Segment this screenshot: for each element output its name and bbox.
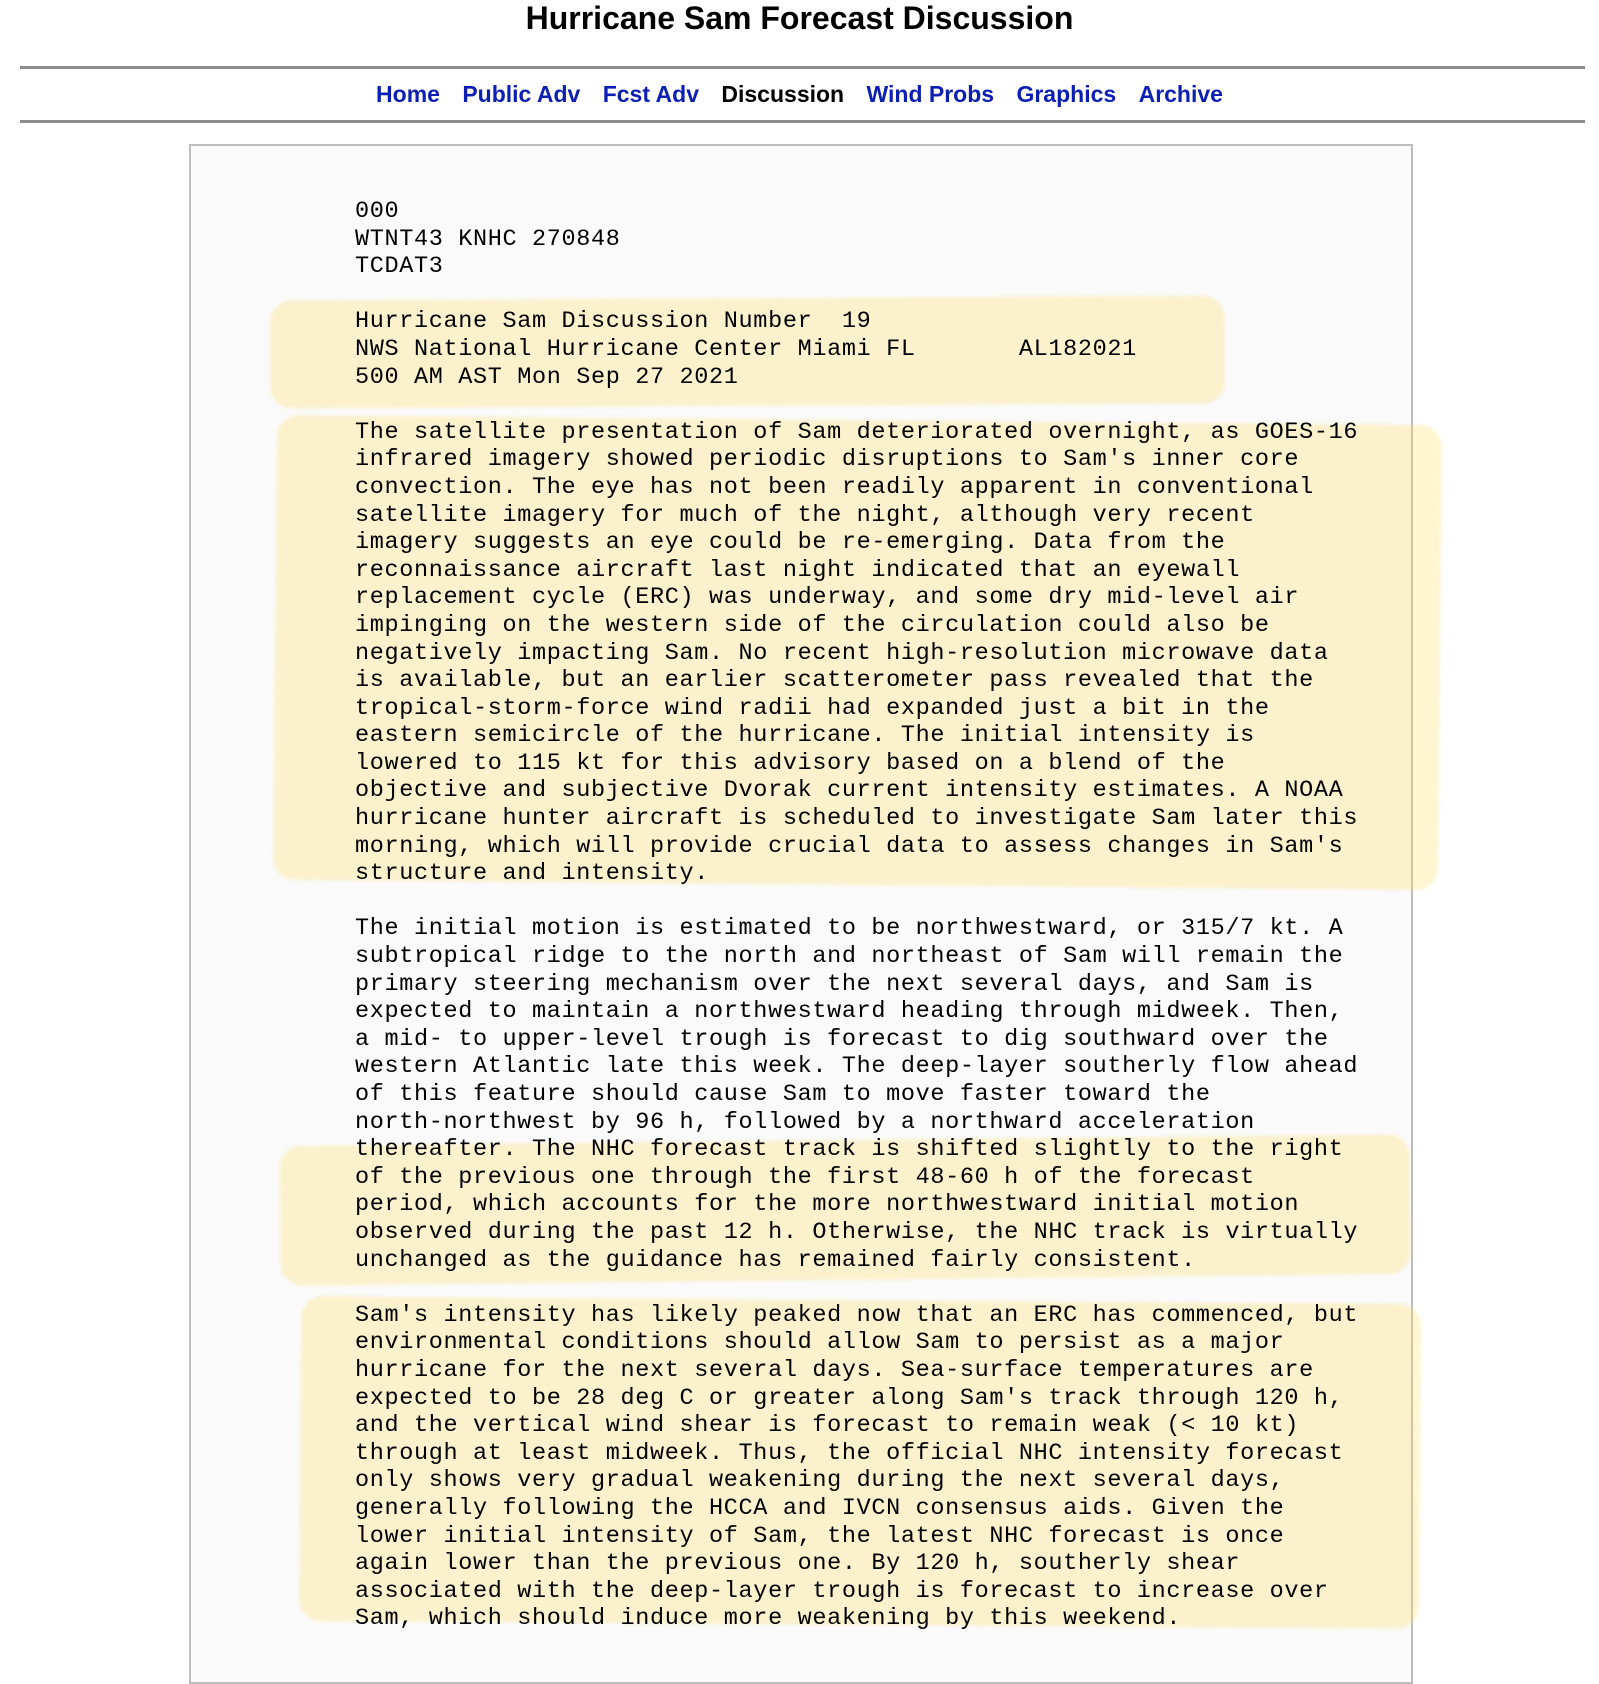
header-divider-top xyxy=(20,66,1585,69)
nav-link-graphics[interactable]: Graphics xyxy=(1016,81,1117,107)
header-divider-bottom xyxy=(20,120,1585,123)
nav-link-public-adv[interactable]: Public Adv xyxy=(462,81,581,107)
nav-link-wind-probs[interactable]: Wind Probs xyxy=(866,81,995,107)
discussion-text: 000 WTNT43 KNHC 270848 TCDAT3 Hurricane Sam Discussion Number 19 NWS National Hurricane Center Miami FL AL182021 500 AM AST Mon Sep 27 2021 The satellite presentation of Sam deteriorated overnight, as GOES-16 infrared imagery showed periodic disruptions to Sam's inner core convection. The eye has not been readily apparent in conventional satellite imagery for much of the night, although very recent imagery suggests an eye could be re-emerging. Data from the reconnaissance aircraft last night indicated that an eyewall replacement cycle (ERC) was underway, and some dry mid-level air impinging on the western side of the circulation could also be negatively impacting Sam. No recent high-resolution microwave data is available, but an earlier scatterometer pass revealed that the tropical-storm-force wind radii had expanded just a bit in the eastern semicircle of the hurricane. The initial intensity is lowered to 115 kt for this advisory based on a blend of the objective and subjective Dvorak current intensity estimates. A NOAA hurricane hunter aircraft is scheduled to investigate Sam later this morning, which will provide crucial data to assess changes in Sam's structure and intensity. The initial motion is estimated to be northwestward, or 315/7 kt. A subtropical ridge to the north and northeast of Sam will remain the primary steering mechanism over the next several days, and Sam is expected to maintain a northwestward heading through midweek. Then, a mid- to upper-level trough is forecast to dig southward over the western Atlantic late this week. The deep-layer southerly flow ahead of this feature should cause Sam to move faster toward the north-northwest by 96 h, followed by a northward acceleration thereafter. The NHC forecast track is shifted slightly to the right of the previous one through the first 48-60 h of the forecast period, which accounts for the more northwestward initial motion observed during the past 12 h. Otherwise, the NHC track is virtually unchanged as the guidance has remained fairly consistent. Sam's intensity has likely peaked now that an ERC has commenced, but environmental conditions should allow Sam to persist as a major hurricane for the next several days. Sea-surface temperatures are expected to be 28 deg C or greater along Sam's track through 120 h, and the vertical wind shear is forecast to remain weak (< 10 kt) through at least midweek. Thus, the official NHC intensity forecast only shows very gradual weakening during the next several days, generally following the HCCA and IVCN consensus aids. Given the lower initial intensity of Sam, the latest NHC forecast is once again lower than the previous one. By 120 h, southerly shear associated with the deep-layer trough is forecast to increase over Sam, which should induce more weakening by this weekend. xyxy=(355,198,1359,1633)
nav-link-home[interactable]: Home xyxy=(376,81,440,107)
nav-bar xyxy=(0,78,1599,110)
nav-link-fcst-adv[interactable]: Fcst Adv xyxy=(602,81,699,107)
page-title: Hurricane Sam Forecast Discussion xyxy=(525,0,1074,36)
nav-current-discussion: Discussion xyxy=(721,81,845,107)
nav-link-archive[interactable]: Archive xyxy=(1138,81,1223,107)
